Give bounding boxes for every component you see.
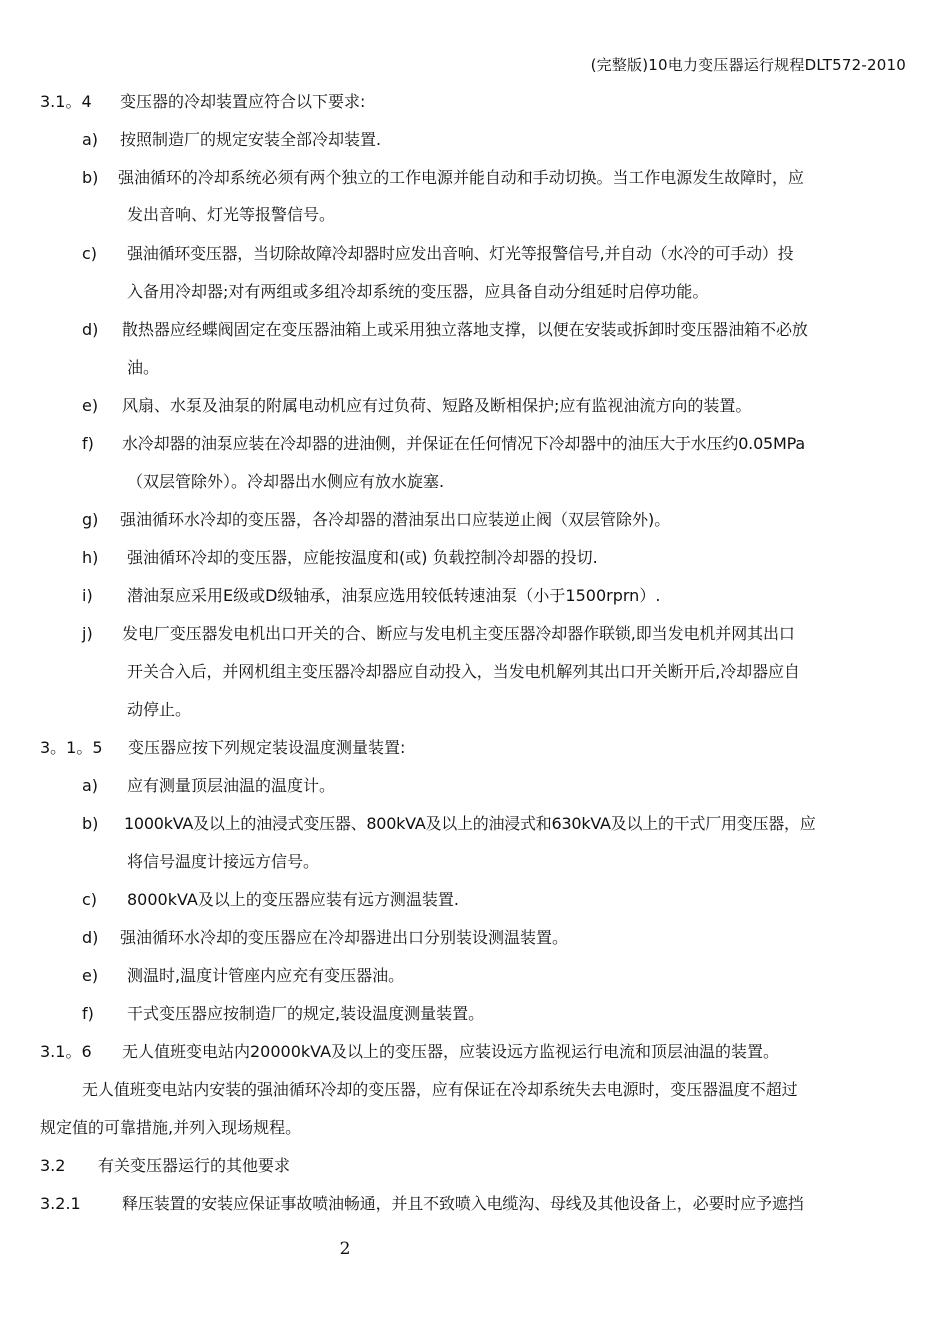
item-a-label: a) [82,130,99,149]
item-e-label: e) [82,396,99,415]
item-h-text: 强油循环冷却的变压器，应能按温度和(或) 负载控制冷却器的投切. [127,548,598,567]
item-c-text-line1: 强油循环变压器，当切除故障冷却器时应发出音响、灯光等报警信号,并自动（水冷的可手动）投 [127,244,794,263]
item-d-text-line2: 油。 [127,358,160,377]
item-c-label: c) [82,244,98,263]
section-3-1-4-title: 变压器的冷却装置应符合以下要求: [120,92,366,111]
item-i-text: 潜油泵应采用E级或D级轴承，油泵应选用较低转速油泵（小于1500rprn）. [127,586,661,605]
item-b-text-line1: 强油循环的冷却系统必须有两个独立的工作电源并能自动和手动切换。当工作电源发生故障时，应 [118,168,804,187]
temp-item-e-label: e) [82,966,99,985]
item-j-text-line1: 发电厂变压器发电机出口开关的合、断应与发电机主变压器冷却器作联锁,即当发电机并网其出口 [122,624,795,643]
section-3-1-5-number: 3。1。5 [40,738,103,757]
item-a-text: 按照制造厂的规定安装全部冷却装置. [120,130,382,149]
item-g-label: g) [82,510,99,529]
section-3-1-4-number: 3.1。4 [40,92,92,111]
temp-item-d-text: 强油循环水冷却的变压器应在冷却器进出口分别装设测温装置。 [120,928,569,947]
item-e-text: 风扇、水泵及油泵的附属电动机应有过负荷、短路及断相保护;应有监视油流方向的装置。 [122,396,752,415]
section-3-1-6-text: 无人值班变电站内20000kVA及以上的变压器，应装设远方监视运行电流和顶层油温的装置。 [122,1042,780,1061]
item-g-text: 强油循环水冷却的变压器，各冷却器的潜油泵出口应装逆止阀（双层管除外)。 [120,510,671,529]
item-i-label: i) [82,586,93,605]
item-d-label: d) [82,320,99,339]
section-3-2-1-text: 释压装置的安装应保证事故喷油畅通，并且不致喷入电缆沟、母线及其他设备上，必要时应予遮挡 [122,1194,804,1213]
item-f-text-line1: 水冷却器的油泵应装在冷却器的进油侧，并保证在任何情况下冷却器中的油压大于水压约0.05MPa [122,434,805,453]
item-c-text-line2: 入备用冷却器;对有两组或多组冷却系统的变压器，应具备自动分组延时启停功能。 [127,282,709,301]
section-3-1-6-number: 3.1。6 [40,1042,92,1061]
item-f-label: f) [82,434,94,453]
item-j-text-line3: 动停止。 [127,700,192,719]
page-number: 2 [339,1239,351,1259]
item-h-label: h) [82,548,99,567]
section-3-1-5-title: 变压器应按下列规定装设温度测量装置: [128,738,406,757]
section-3-2-number: 3.2 [40,1156,66,1175]
temp-item-a-text: 应有测量顶层油温的温度计。 [127,776,336,795]
temp-item-f-label: f) [82,1004,94,1023]
item-b-label: b) [82,168,99,187]
temp-item-e-text: 测温时,温度计管座内应充有变压器油。 [127,966,405,985]
temp-item-c-label: c) [82,890,98,909]
temp-item-b-text-line2: 将信号温度计接远方信号。 [127,852,320,871]
item-j-text-line2: 开关合入后，并网机组主变压器冷却器应自动投入，当发电机解列其出口开关断开后,冷却器应自 [127,662,800,681]
section-3-1-6-paragraph-line1: 无人值班变电站内安装的强油循环冷却的变压器，应有保证在冷却系统失去电源时，变压器温度不超过 [82,1080,798,1099]
temp-item-b-text-line1: 1000kVA及以上的油浸式变压器、800kVA及以上的油浸式和630kVA及以上的干式厂用变压器，应 [124,814,816,833]
temp-item-a-label: a) [82,776,99,795]
temp-item-d-label: d) [82,928,99,947]
item-d-text-line1: 散热器应经蝶阀固定在变压器油箱上或采用独立落地支撑，以便在安装或拆卸时变压器油箱不必放 [122,320,808,339]
item-f-text-line2: （双层管除外）。冷却器出水侧应有放水旋塞. [127,472,445,491]
temp-item-c-text: 8000kVA及以上的变压器应装有远方测温装置. [127,890,459,909]
section-3-2-title: 有关变压器运行的其他要求 [98,1156,291,1175]
item-b-text-line2: 发出音响、灯光等报警信号。 [127,205,336,224]
section-3-2-1-number: 3.2.1 [40,1194,81,1213]
document-header: (完整版)10电力变压器运行规程DLT572-2010 [590,56,906,74]
section-3-1-6-paragraph-line2: 规定值的可靠措施,并列入现场规程。 [40,1118,302,1137]
item-j-label: j) [82,624,93,643]
temp-item-b-label: b) [82,814,99,833]
temp-item-f-text: 干式变压器应按制造厂的规定,装设温度测量装置。 [127,1004,485,1023]
